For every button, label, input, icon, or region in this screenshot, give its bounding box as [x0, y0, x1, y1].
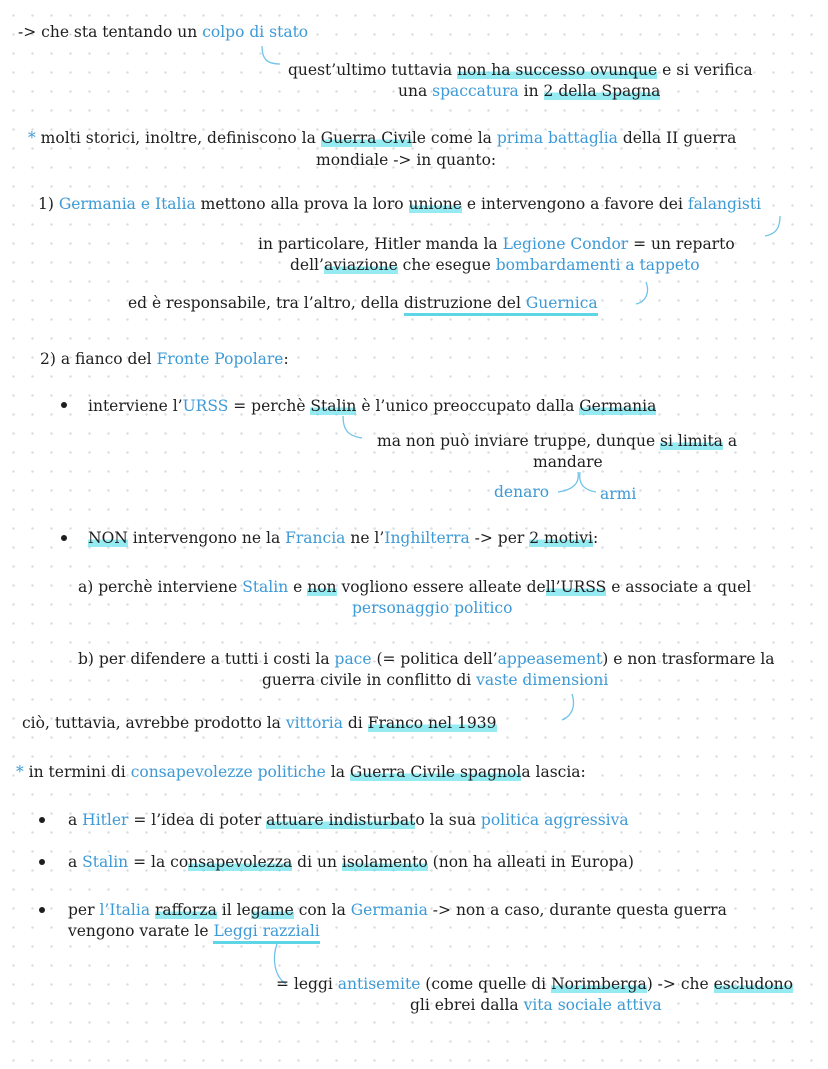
text: -> non a caso, durante questa guerra [427, 901, 727, 919]
line-leggi-razziali [68, 921, 320, 941]
asterisk-icon: * [16, 763, 24, 781]
line-spaccatura [398, 81, 660, 101]
text: a) perchè interviene [78, 578, 243, 596]
term-vaste-dimensioni: vaste dimensioni [476, 671, 609, 689]
arrow-mandare-armi [580, 472, 596, 492]
text: = un reparto [628, 235, 735, 253]
term-urss: URSS [182, 397, 229, 415]
text: una [398, 82, 433, 100]
term-stalin-2: Stalin [82, 853, 129, 871]
line-non-ha-successo [288, 60, 753, 80]
text: 1) [38, 195, 59, 213]
highlight-escludono: escludono [713, 975, 793, 993]
line-germania-italia [38, 194, 761, 214]
line-mandare [533, 452, 603, 472]
text: gli ebrei dalla [410, 996, 524, 1014]
line-molti-storici [28, 128, 736, 148]
highlight-2-motivi: 2 motivi [529, 529, 593, 547]
term-fronte-popolare: Fronte Popolare [156, 350, 284, 368]
line-motivo-a [78, 577, 751, 597]
text: per [68, 901, 100, 919]
text: e associate a quel [606, 578, 752, 596]
term-bombardamenti: bombardamenti a tappeto [495, 256, 700, 274]
line-fronte-popolare [40, 349, 289, 369]
line-vaste-dimensioni [262, 670, 608, 690]
highlight-non-2: non [307, 578, 337, 596]
text: a [68, 811, 83, 829]
highlight-guerra-civile: Guerra Civi [320, 129, 412, 147]
line-motivo-b [78, 649, 775, 669]
highlight-aviazione: aviazione [323, 256, 398, 274]
text: (non ha alleati in Europa) [427, 853, 634, 871]
arrow-falangisti [765, 216, 780, 236]
line-italia [68, 900, 727, 920]
term-armi: armi [600, 485, 637, 503]
arrow-stalin [343, 416, 362, 438]
highlight-attuare-indisturbato: attuare indisturbat [266, 811, 416, 829]
text: -> che sta tentando un [18, 23, 203, 41]
text: in [518, 82, 544, 100]
text: = la co [128, 853, 189, 871]
text: vogliono essere alleate de [336, 578, 546, 596]
text: : [283, 350, 289, 368]
term-pace: pace [334, 650, 372, 668]
text: = l’idea di poter [128, 811, 267, 829]
text: = leggi [276, 975, 338, 993]
term-guernica: Guernica [525, 294, 598, 312]
line-mondiale [316, 150, 496, 170]
line-legione-condor [258, 234, 735, 254]
highlight-rafforza: rafforza [155, 901, 217, 919]
term-consapevolezze-politiche: consapevolezze politiche [130, 763, 326, 781]
arrow-guernica [636, 282, 648, 304]
highlight-norimberga: Norimberga [551, 975, 647, 993]
underline-distruzione [404, 294, 598, 316]
highlight-non: NON [88, 529, 128, 547]
text: vengono varate le [68, 922, 214, 940]
bullet-icon [61, 535, 67, 541]
term-appeasement: appeasement [497, 650, 603, 668]
text: la [325, 763, 350, 781]
arrow-franco [562, 694, 574, 720]
text: che esegue [397, 256, 496, 274]
text: (= politica dell’ [371, 650, 498, 668]
text: ma non può inviare truppe, dunque [377, 432, 661, 450]
line-antisemite [276, 974, 793, 994]
text: molti storici, inoltre, definiscono la [35, 129, 321, 147]
text: e [288, 578, 308, 596]
highlight-franco-1939: Franco nel 1939 [367, 714, 497, 732]
text: in particolare, Hitler manda la [258, 235, 503, 253]
text: mondiale -> in quanto: [316, 151, 497, 169]
text: quest’ultimo tuttavia [288, 61, 458, 79]
text: = perchè [228, 397, 311, 415]
term-italia: l’Italia [99, 901, 151, 919]
term-legione-condor: Legione Condor [502, 235, 629, 253]
highlight-non-ha-successo: non ha successo ovunque [457, 61, 658, 79]
text: è l’unico preoccupato dalla [356, 397, 580, 415]
text: interviene l’ [88, 397, 183, 415]
highlight-guerra-civile-spagnola: Guerra Civile spagnol [349, 763, 522, 781]
arrow-colpo-di-stato [262, 46, 280, 64]
highlight-isolamento: isolamento [341, 853, 428, 871]
text: e intervengono a favore dei [461, 195, 688, 213]
text: il le [216, 901, 251, 919]
term-antisemite: antisemite [337, 975, 421, 993]
term-hitler: Hitler [82, 811, 129, 829]
highlight-unione: unione [408, 195, 462, 213]
text: guerra civile in conflitto di [262, 671, 477, 689]
text: intervengono ne la [127, 529, 286, 547]
term-stalin: Stalin [242, 578, 289, 596]
text: o la sua [415, 811, 481, 829]
text: ) -> che [646, 975, 714, 993]
text: -> per [469, 529, 530, 547]
arrow-mandare-denaro [558, 472, 578, 492]
term-germania-italia: Germania e Italia [58, 195, 196, 213]
term-inghilterra: Inghilterra [384, 529, 470, 547]
line-guernica [128, 293, 598, 313]
text: in termini di [23, 763, 131, 781]
text: ciò, tuttavia, avrebbe prodotto la [22, 714, 286, 732]
text: a [68, 853, 83, 871]
text: mettono alla prova la loro [195, 195, 409, 213]
term-personaggio-politico: personaggio politico [352, 599, 513, 617]
term-denaro: denaro [494, 483, 550, 501]
bullet-icon [39, 907, 45, 913]
line-vittoria-franco [22, 713, 497, 733]
highlight-urss: ll’URSS [545, 578, 607, 596]
text: dell’ [290, 256, 324, 274]
line-hitler [68, 810, 629, 830]
text: b) per difendere a tutti i costi la [78, 650, 335, 668]
term-leggi-razziali: Leggi razziali [213, 922, 319, 944]
term-politica-aggressiva: politica aggressiva [480, 811, 629, 829]
text: e si verifica [657, 61, 753, 79]
highlight-stalin: Stalin [310, 397, 357, 415]
text: a [722, 432, 738, 450]
term-falangisti: falangisti [687, 195, 762, 213]
text: (come quelle di [420, 975, 552, 993]
text: 2) a fianco del [40, 350, 157, 368]
line-stalin-isolamento [68, 852, 634, 872]
line-consapevolezze [16, 762, 586, 782]
highlight-germania: Germania [579, 397, 657, 415]
line-truppe [377, 431, 737, 451]
highlight-legame: game [250, 901, 294, 919]
asterisk-icon: * [28, 129, 36, 147]
text: le come la [411, 129, 497, 147]
text: a lascia: [521, 763, 586, 781]
bullet-icon [61, 402, 67, 408]
term-spaccatura: spaccatura [432, 82, 519, 100]
text: della II guerra [617, 129, 737, 147]
term-colpo-di-stato: colpo di stato [202, 23, 309, 41]
line-colpo-di-stato [18, 22, 308, 42]
term-germania-2: Germania [350, 901, 428, 919]
line-aviazione [290, 255, 700, 275]
bullet-icon [39, 859, 45, 865]
line-urss [88, 396, 656, 416]
term-prima-battaglia: prima battaglia [496, 129, 618, 147]
term-vita-sociale-attiva: vita sociale attiva [523, 996, 662, 1014]
text: ne l’ [345, 529, 385, 547]
highlight-consapevolezza: nsapevolezza [188, 853, 293, 871]
text: distruzione del [403, 294, 526, 312]
highlight-2-della-spagna: 2 della Spagna [543, 82, 661, 100]
line-non-intervengono [88, 528, 598, 548]
line-vita-sociale [410, 995, 662, 1015]
text: mandare [533, 453, 603, 471]
text: di un [292, 853, 342, 871]
highlight-si-limita: si limita [660, 432, 723, 450]
text: : [592, 529, 599, 547]
term-vittoria: vittoria [285, 714, 343, 732]
text: di [342, 714, 368, 732]
text: con la [293, 901, 351, 919]
text: ) e non trasformare la [602, 650, 775, 668]
term-francia: Francia [285, 529, 346, 547]
text: ed è responsabile, tra l’altro, della [128, 294, 404, 312]
bullet-icon [39, 817, 45, 823]
